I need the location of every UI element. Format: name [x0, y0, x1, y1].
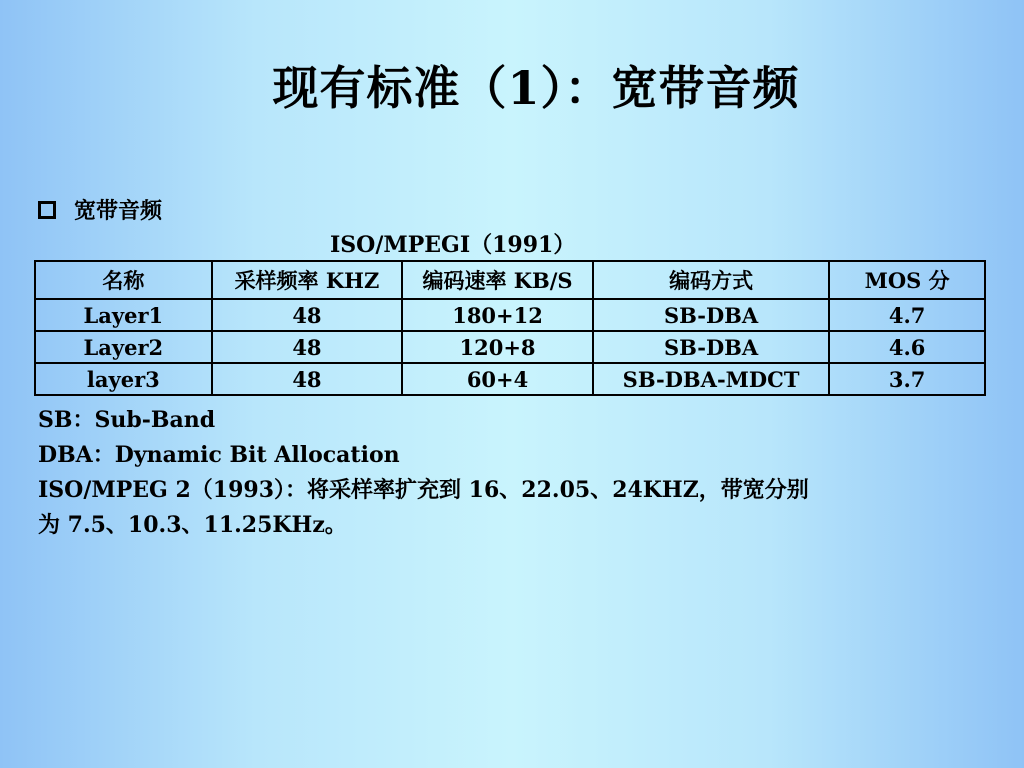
note-dba: DBA：Dynamic Bit Allocation — [38, 442, 400, 468]
table-cell: 4.7 — [829, 299, 985, 331]
table-row — [35, 363, 985, 395]
table-cell: 180+12 — [402, 299, 593, 331]
note-mpeg2: ISO/MPEG 2（1993）：将采样率扩充到 16、22.05、24KHZ，带宽分别 — [38, 477, 809, 503]
table-cell: 60+4 — [402, 363, 593, 395]
header-mos: MOS 分 — [829, 261, 985, 299]
table-cell: SB-DBA — [593, 331, 829, 363]
table-cell: SB-DBA-MDCT — [593, 363, 829, 395]
table-header-row — [35, 261, 985, 299]
table-cell: 48 — [212, 331, 403, 363]
note-sb: SB：Sub-Band — [38, 407, 216, 433]
table-cell: Layer2 — [35, 331, 212, 363]
table-cell: layer3 — [35, 363, 212, 395]
table-caption: ISO/MPEGI（1991） — [330, 232, 576, 258]
page-title: 现有标准（1）：宽带音频 — [272, 61, 800, 115]
table-cell: 48 — [212, 363, 403, 395]
note-mpeg2-bandwidth: 为 7.5、10.3、11.25KHz。 — [38, 512, 347, 538]
table-cell: SB-DBA — [593, 299, 829, 331]
header-name: 名称 — [35, 261, 212, 299]
header-bit-rate: 编码速率 KB/S — [402, 261, 593, 299]
header-coding-method: 编码方式 — [593, 261, 829, 299]
table-row — [35, 331, 985, 363]
table-cell: 4.6 — [829, 331, 985, 363]
header-sample-rate: 采样频率 KHZ — [212, 261, 403, 299]
bullet-text: 宽带音频 — [74, 198, 163, 224]
bullet-item — [38, 194, 162, 225]
table-cell: 3.7 — [829, 363, 985, 395]
table-row — [35, 299, 985, 331]
table-cell: 120+8 — [402, 331, 593, 363]
table-cell: 48 — [212, 299, 403, 331]
square-bullet-icon — [38, 201, 56, 219]
table-cell: Layer1 — [35, 299, 212, 331]
standards-table — [34, 260, 986, 396]
